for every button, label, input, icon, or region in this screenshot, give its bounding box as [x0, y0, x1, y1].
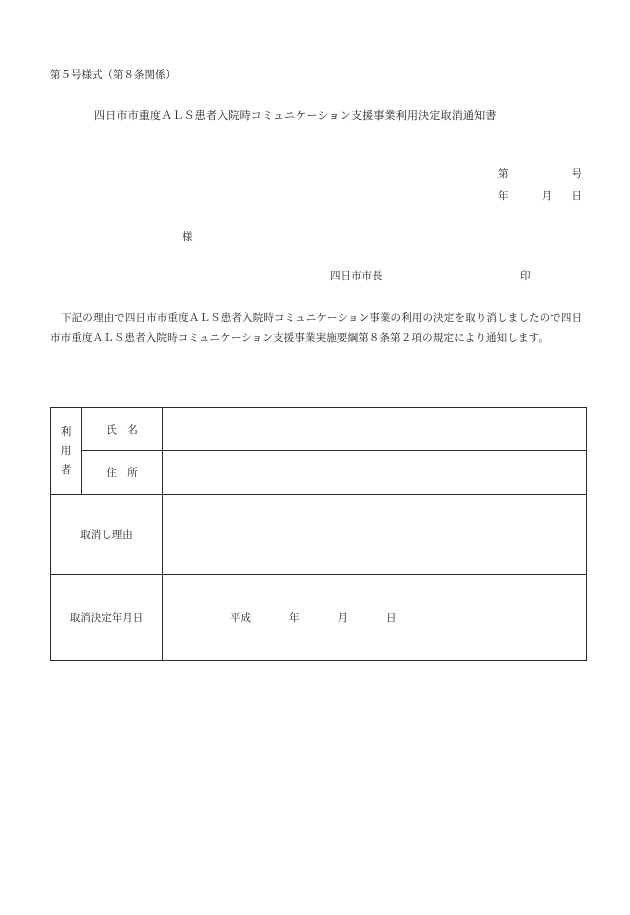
- cancel-date-era: 平成: [230, 612, 251, 624]
- issue-number-suffix: 号: [571, 168, 582, 180]
- cancel-date-month-label: 月: [337, 612, 348, 624]
- user-address-row: [51, 451, 587, 495]
- reason-label: 取消し理由: [80, 529, 133, 541]
- issue-number-date-block: [498, 167, 582, 211]
- name-label-cell: [82, 408, 163, 451]
- seal-mark: 印: [520, 270, 531, 282]
- user-label-char-3: 者: [60, 463, 72, 476]
- user-label-char-1: 利: [60, 425, 72, 438]
- reason-row: [51, 495, 587, 575]
- reason-label-cell: [51, 495, 163, 575]
- user-label-cell: [51, 408, 82, 495]
- issue-year-label: 年: [498, 190, 509, 202]
- address-label: 住 所: [106, 467, 138, 479]
- address-label-cell: [82, 451, 163, 495]
- issue-date-row: [498, 189, 582, 211]
- name-value-cell[interactable]: [163, 408, 587, 451]
- cancel-date-year-label: 年: [289, 612, 300, 624]
- reason-value-cell[interactable]: [163, 495, 587, 575]
- issue-day-label: 日: [571, 190, 582, 202]
- document-title: 四日市市重度ＡＬＳ患者入院時コミュニケーション支援事業利用決定取消通知書: [94, 109, 497, 122]
- user-name-row: [51, 408, 587, 451]
- cancel-date-label-cell: [51, 575, 163, 661]
- addressee-honorific: 様: [182, 231, 193, 243]
- issue-number-row: [498, 167, 582, 189]
- name-label: 氏 名: [106, 423, 138, 436]
- cancel-date-row: [51, 575, 587, 661]
- user-label-char-2: 用: [60, 444, 72, 457]
- address-value-cell[interactable]: [163, 451, 587, 495]
- form-number: 第５号様式（第８条関係）: [50, 69, 176, 81]
- sender-name: 四日市市長: [330, 270, 383, 282]
- notice-body-text: 下記の理由で四日市市重度ＡＬＳ患者入院時コミュニケーション事業の利用の決定を取り消しましたので四日市市重度ＡＬＳ患者入院時コミュニケーション支援事業実施要綱第８条第２項の規定により通知します。: [50, 312, 583, 344]
- cancel-date-label: 取消決定年月日: [69, 612, 144, 624]
- issue-month-label: 月: [541, 190, 553, 202]
- cancel-date-day-label: 日: [386, 612, 397, 624]
- cancel-date-value-cell[interactable]: [163, 575, 587, 661]
- notice-form-table: [50, 407, 587, 661]
- issue-number-prefix: 第: [498, 168, 509, 180]
